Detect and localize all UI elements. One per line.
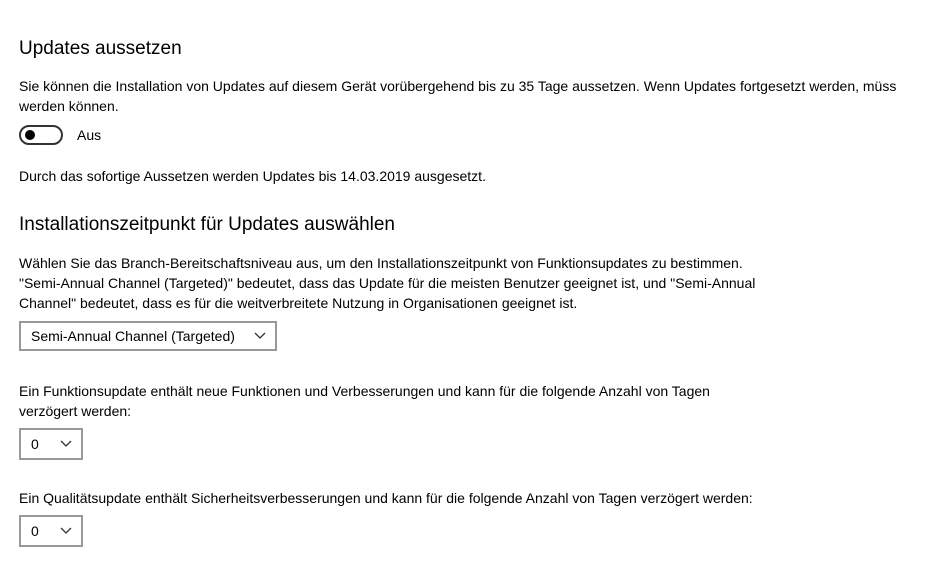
pause-updates-toggle[interactable] <box>19 125 63 145</box>
feature-update-days-value: 0 <box>31 436 39 452</box>
feature-update-description-line1: Ein Funktionsupdate enthält neue Funktionen und Verbesserungen und kann für die folgende Anzahl von Tagen <box>19 383 710 399</box>
chevron-down-icon <box>59 525 73 537</box>
branch-readiness-value: Semi-Annual Channel (Targeted) <box>31 328 235 344</box>
quality-update-days-dropdown[interactable] <box>19 515 83 547</box>
timing-description-line1: Wählen Sie das Branch-Bereitschaftsniveau aus, um den Installationszeitpunkt von Funktionsupdates zu bestimmen. <box>19 255 743 271</box>
quality-update-days-value: 0 <box>31 523 39 539</box>
pause-description-line2: werden können. <box>19 98 119 114</box>
pause-until-note: Durch das sofortige Aussetzen werden Updates bis 14.03.2019 ausgesetzt. <box>19 168 486 184</box>
toggle-knob <box>25 130 35 140</box>
install-timing-heading: Installationszeitpunkt für Updates auswählen <box>19 214 396 235</box>
pause-updates-heading: Updates aussetzen <box>19 38 182 59</box>
pause-toggle-row <box>19 124 101 146</box>
feature-update-days-dropdown[interactable] <box>19 428 83 460</box>
quality-update-description: Ein Qualitätsupdate enthält Sicherheitsverbesserungen und kann für die folgende Anzahl von Tagen verzögert werden: <box>19 490 753 506</box>
feature-update-description-line2: verzögert werden: <box>19 403 132 419</box>
timing-description-line2: "Semi-Annual Channel (Targeted)" bedeutet, dass das Update für die meisten Benutzer geeignet ist, und "Semi-Annual <box>19 275 756 291</box>
chevron-down-icon <box>59 438 73 450</box>
timing-description-line3: Channel" bedeutet, dass es für die weitverbreitete Nutzung in Organisationen geeignet ist. <box>19 295 578 311</box>
pause-toggle-state-label: Aus <box>77 127 102 143</box>
pause-description-line1: Sie können die Installation von Updates auf diesem Gerät vorübergehend bis zu 35 Tage aussetzen. Wenn Updates fortgesetzt werden, müss <box>19 78 897 94</box>
chevron-down-icon <box>253 330 267 342</box>
branch-readiness-dropdown[interactable] <box>19 321 277 351</box>
